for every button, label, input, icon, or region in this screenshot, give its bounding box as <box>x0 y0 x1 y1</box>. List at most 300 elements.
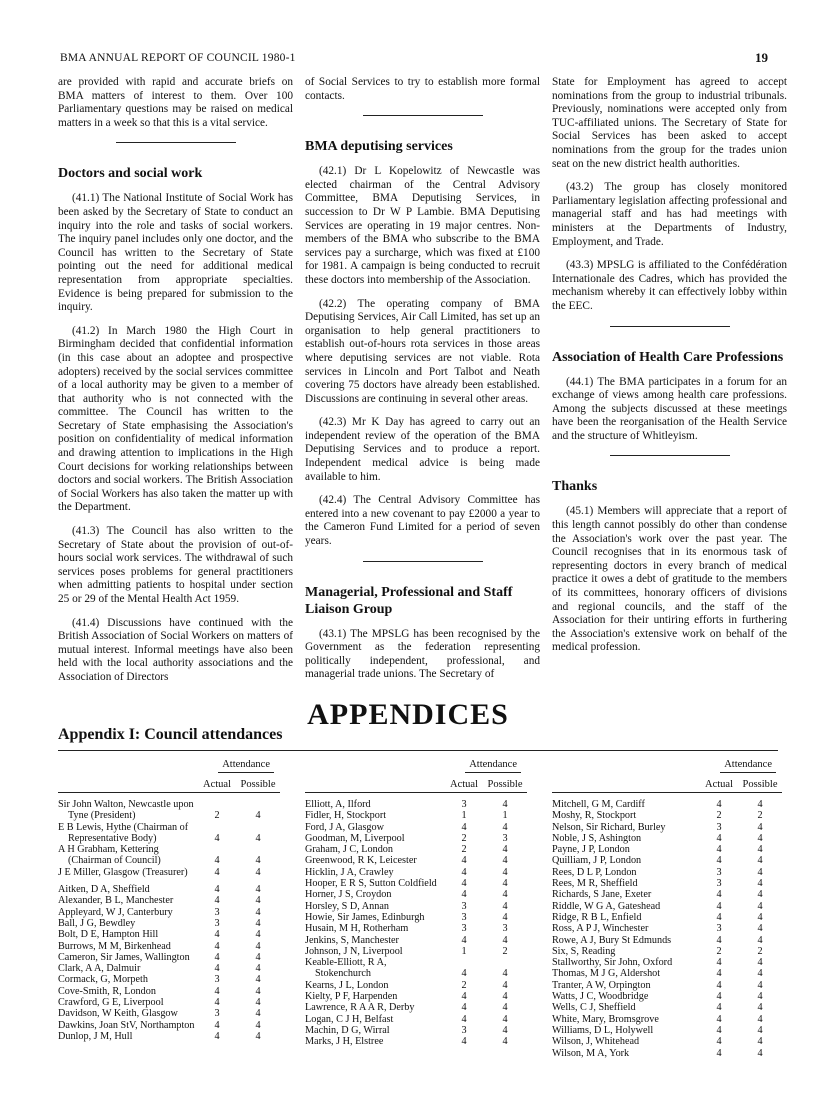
actual-count: 4 <box>716 1013 722 1025</box>
member-name: Goodman, M, Liverpool <box>305 832 405 844</box>
actual-count: 4 <box>214 1030 220 1042</box>
attendance-row <box>58 799 280 822</box>
actual-count: 4 <box>716 900 722 912</box>
attendance-row <box>552 867 782 878</box>
member-name: Clark, A A, Dalmuir <box>58 963 141 975</box>
attendance-row <box>305 822 527 833</box>
possible-count: 4 <box>757 889 763 901</box>
attendance-row <box>552 923 782 934</box>
possible-count: 2 <box>757 810 763 822</box>
attendance-row <box>58 884 280 895</box>
actual-count: 4 <box>716 957 722 969</box>
member-name: Ball, J G, Bewdley <box>58 917 136 929</box>
running-head: BMA ANNUAL REPORT OF COUNCIL 1980-1 <box>60 52 296 64</box>
possible-count: 4 <box>502 1036 508 1048</box>
actual-count: 3 <box>214 906 220 918</box>
actual-count: 4 <box>716 1047 722 1059</box>
possible-count: 4 <box>757 911 763 923</box>
section-heading-doctors-social-work: Doctors and social work <box>58 166 203 182</box>
possible-header: Possible <box>487 779 523 790</box>
attendance-row <box>58 929 280 940</box>
attendance-rows <box>552 799 782 1059</box>
possible-count: 4 <box>502 900 508 912</box>
member-name: Rees, M R, Sheffield <box>552 878 638 890</box>
attendance-column-3 <box>552 758 782 1059</box>
attendance-row <box>552 833 782 844</box>
paragraph-41-1: (41.1) The National Institute of Social Work has been asked by the Secretary of State to conduct an inquiry into the role and tasks of social workers. The inquiry panel includes only one doctor, and the Council has written to the Secretary of State pointing out the need for additional medical representation from appropriate specialties. Evidence is being prepared for submission to the inquiry. <box>58 192 293 314</box>
possible-count: 4 <box>502 889 508 901</box>
attendance-row <box>552 1025 782 1036</box>
attendance-row <box>58 918 280 929</box>
attendance-row <box>305 946 527 957</box>
possible-count: 4 <box>757 855 763 867</box>
member-name: Fidler, H, Stockport <box>305 810 387 822</box>
attendance-column-2 <box>305 758 527 1048</box>
attendance-row <box>58 986 280 997</box>
actual-count: 4 <box>214 997 220 1009</box>
member-name: Ross, A P J, Winchester <box>552 923 649 935</box>
possible-count: 4 <box>757 832 763 844</box>
attendance-row <box>305 901 527 912</box>
possible-count: 4 <box>502 866 508 878</box>
possible-count: 2 <box>502 945 508 957</box>
attendance-row <box>552 799 782 810</box>
actual-count: 4 <box>461 934 467 946</box>
actual-count: 3 <box>461 1024 467 1036</box>
actual-count: 2 <box>214 810 220 822</box>
paragraph-45-1: (45.1) Members will appreciate that a report of this length cannot possibly do other than condense the Association's work over the past year. The Council recognises that in its enormous task of representing doctors in every branch of medical practice it owes a debt of gratitude to the members of its committees, honorary officers of divisions and regional councils, and the staff of the Association for their untiring efforts in furthering the Association's extensive work on behalf of the medical profession. <box>552 505 787 654</box>
section-heading-deputising: BMA deputising services <box>305 139 453 155</box>
actual-count: 4 <box>461 1036 467 1048</box>
member-name: J E Miller, Glasgow (Treasurer) <box>58 866 188 878</box>
actual-count: 4 <box>214 985 220 997</box>
attendance-row <box>305 889 527 900</box>
actual-count: 2 <box>716 945 722 957</box>
member-name: E B Lewis, Hythe (Chairman of Representative Body) <box>58 821 189 844</box>
attendance-row <box>552 855 782 866</box>
actual-count: 4 <box>461 821 467 833</box>
attendance-row <box>552 810 782 821</box>
possible-count: 4 <box>502 878 508 890</box>
member-name: Graham, J C, London <box>305 844 393 856</box>
page-number: 19 <box>755 50 768 65</box>
member-name: Davidson, W Keith, Glasgow <box>58 1008 178 1020</box>
member-name: Tranter, A W, Orpington <box>552 979 651 991</box>
attendance-row <box>305 1002 527 1013</box>
attendance-rows <box>305 799 527 1048</box>
member-name: Logan, C J H, Belfast <box>305 1013 394 1025</box>
attendance-row <box>58 822 280 845</box>
actual-count: 4 <box>214 895 220 907</box>
possible-count: 4 <box>502 821 508 833</box>
attendance-row <box>552 1014 782 1025</box>
actual-count: 3 <box>461 900 467 912</box>
member-name: Quilliam, J P, London <box>552 855 642 867</box>
attendance-row <box>552 991 782 1002</box>
attendance-row <box>552 844 782 855</box>
paragraph-42-3: (42.3) Mr K Day has agreed to carry out an independent review of the operation of the BMA Deputising Services and to produce a report. Independent medical advice is being made available to him. <box>305 416 540 483</box>
actual-count: 4 <box>214 884 220 896</box>
actual-count: 4 <box>716 934 722 946</box>
member-name: Howie, Sir James, Edinburgh <box>305 911 425 923</box>
attendance-row <box>305 799 527 810</box>
member-name: Crawford, G E, Liverpool <box>58 997 164 1009</box>
attendance-row <box>58 844 280 867</box>
actual-count: 3 <box>461 799 467 810</box>
attendance-row <box>305 923 527 934</box>
possible-count: 1 <box>502 810 508 822</box>
possible-count: 4 <box>255 940 261 952</box>
member-name: Bolt, D E, Hampton Hill <box>58 929 159 941</box>
actual-count: 3 <box>214 917 220 929</box>
member-name: White, Mary, Bromsgrove <box>552 1013 659 1025</box>
actual-count: 1 <box>461 945 467 957</box>
member-name: Kearns, J L, London <box>305 979 389 991</box>
actual-count: 4 <box>214 951 220 963</box>
actual-count: 4 <box>214 855 220 867</box>
possible-count: 4 <box>757 799 763 810</box>
actual-count: 4 <box>716 979 722 991</box>
attendance-row <box>552 889 782 900</box>
member-name: Horsley, S D, Annan <box>305 900 389 912</box>
attendance-column-1 <box>58 758 280 1042</box>
text-column-3 <box>552 76 787 665</box>
member-name: Watts, J C, Woodbridge <box>552 991 649 1003</box>
actual-count: 3 <box>214 1008 220 1020</box>
actual-count: 3 <box>716 878 722 890</box>
member-name: Appleyard, W J, Canterbury <box>58 906 173 918</box>
attendance-row <box>305 980 527 991</box>
possible-count: 3 <box>502 832 508 844</box>
member-name: Hooper, E R S, Sutton Coldfield <box>305 878 437 890</box>
attendance-row <box>305 867 527 878</box>
member-name: Payne, J P, London <box>552 844 630 856</box>
member-name: Richards, S Jane, Exeter <box>552 889 652 901</box>
member-name: Dawkins, Joan StV, Northampton <box>58 1019 195 1031</box>
paragraph-43-1: (43.1) The MPSLG has been recognised by the Government as the federation representing politically independent, professional, and managerial trade unions. The Secretary of <box>305 627 540 681</box>
possible-count: 4 <box>757 1036 763 1048</box>
possible-count: 4 <box>757 979 763 991</box>
member-name: Six, S, Reading <box>552 945 616 957</box>
actual-count: 4 <box>716 1036 722 1048</box>
paragraph-continuation: of Social Services to try to establish more formal contacts. <box>305 76 540 102</box>
attendance-row <box>305 957 527 980</box>
actual-count: 3 <box>716 866 722 878</box>
member-name: A H Grabham, Kettering (Chairman of Council) <box>58 844 161 867</box>
attendance-row <box>58 867 280 878</box>
actual-count: 3 <box>461 911 467 923</box>
actual-count: 4 <box>716 832 722 844</box>
possible-count: 4 <box>502 991 508 1003</box>
attendance-row <box>305 855 527 866</box>
actual-count: 4 <box>214 832 220 844</box>
member-name: Johnson, J N, Liverpool <box>305 945 403 957</box>
attendance-subheader <box>552 777 782 793</box>
section-divider <box>116 142 236 143</box>
actual-count: 1 <box>461 810 467 822</box>
possible-count: 4 <box>255 997 261 1009</box>
possible-count: 4 <box>757 968 763 980</box>
attendance-row <box>58 997 280 1008</box>
possible-count: 4 <box>502 855 508 867</box>
possible-count: 4 <box>757 957 763 969</box>
attendance-header: Attendance <box>58 758 280 771</box>
attendance-row <box>58 1020 280 1031</box>
attendance-row <box>552 946 782 957</box>
possible-count: 4 <box>255 906 261 918</box>
paragraph-continuation: State for Employment has agreed to accept nominations from the group to industrial tribunals. Previously, nominations were accepted only from TUC-affiliated unions. The Secretary of State for Social Services has been asked to accept nominations from the group for the trades union seat on the new district health authorities. <box>552 76 787 170</box>
actual-count: 4 <box>461 889 467 901</box>
possible-count: 4 <box>255 884 261 896</box>
possible-count: 4 <box>255 810 261 822</box>
attendance-row <box>58 907 280 918</box>
possible-count: 4 <box>502 968 508 980</box>
attendance-row <box>552 822 782 833</box>
paragraph-43-3: (43.3) MPSLG is affiliated to the Confédération Internationale des Cadres, which has provided the mechanism whereby it can effectively lobby within the EEC. <box>552 259 787 312</box>
actual-count: 4 <box>214 963 220 975</box>
appendices-title: APPENDICES <box>307 698 509 731</box>
actual-count: 4 <box>716 844 722 856</box>
actual-count: 4 <box>461 991 467 1003</box>
actual-count: 2 <box>716 810 722 822</box>
possible-count: 3 <box>502 923 508 935</box>
attendance-row <box>58 963 280 974</box>
actual-count: 4 <box>214 866 220 878</box>
member-name: Riddle, W G A, Gateshead <box>552 900 661 912</box>
attendance-header: Attendance <box>552 758 782 771</box>
possible-count: 4 <box>502 1013 508 1025</box>
member-name: Machin, D G, Wirral <box>305 1024 390 1036</box>
attendance-rows <box>58 799 280 1042</box>
member-name: Cove-Smith, R, London <box>58 985 156 997</box>
possible-count: 4 <box>255 1008 261 1020</box>
member-name: Rowe, A J, Bury St Edmunds <box>552 934 672 946</box>
attendance-row <box>552 980 782 991</box>
possible-count: 4 <box>757 900 763 912</box>
member-name: Jenkins, S, Manchester <box>305 934 399 946</box>
appendix-heading: Appendix I: Council attendances <box>58 726 283 743</box>
attendance-row <box>305 833 527 844</box>
section-heading-health-care: Association of Health Care Professions <box>552 349 784 365</box>
member-name: Ford, J A, Glasgow <box>305 821 384 833</box>
member-name: Wilson, M A, York <box>552 1047 630 1059</box>
attendance-row <box>58 1031 280 1042</box>
member-name: Nelson, Sir Richard, Burley <box>552 821 666 833</box>
paragraph-42-4: (42.4) The Central Advisory Committee has entered into a new covenant to pay £2000 a year to the Cameron Fund Limited for a period of seven years. <box>305 494 540 548</box>
paragraph-42-1: (42.1) Dr L Kopelowitz of Newcastle was elected chairman of the Central Advisory Committee, BMA Deputising Services, in succession to Dr W P Lambie. BMA Deputising Services are operating in 19 major centres. Non-members of the BMA who subscribe to the BMA services pay a surcharge, which was fixed at £100 for 1981. A campaign is being conducted to recruit these doctors into membership of the Association. <box>305 165 540 286</box>
possible-count: 2 <box>757 945 763 957</box>
attendance-row <box>305 1014 527 1025</box>
attendance-row <box>305 810 527 821</box>
attendance-row <box>552 901 782 912</box>
member-name: Husain, M H, Rotherham <box>305 923 409 935</box>
possible-count: 4 <box>255 895 261 907</box>
appendix-divider <box>58 750 778 751</box>
possible-count: 4 <box>502 844 508 856</box>
possible-count: 4 <box>255 974 261 986</box>
actual-header: Actual <box>450 779 478 790</box>
member-name: Thomas, M J G, Aldershot <box>552 968 661 980</box>
actual-count: 4 <box>461 866 467 878</box>
member-name: Noble, J S, Ashington <box>552 832 642 844</box>
actual-count: 4 <box>716 968 722 980</box>
member-name: Alexander, B L, Manchester <box>58 895 174 907</box>
member-name: Burrows, M M, Birkenhead <box>58 940 171 952</box>
attendance-row <box>305 912 527 923</box>
paragraph-intro: are provided with rapid and accurate briefs on BMA matters of interest to them. Over 100 Parliamentary questions may be raised on medical matters in a week so that this is a vital service. <box>58 76 293 129</box>
member-name: Wilson, J, Whitehead <box>552 1036 640 1048</box>
attendance-row <box>58 941 280 952</box>
actual-count: 4 <box>461 968 467 980</box>
attendance-row <box>58 952 280 963</box>
section-divider <box>363 561 483 562</box>
possible-count: 4 <box>255 985 261 997</box>
possible-count: 4 <box>757 923 763 935</box>
attendance-row <box>552 912 782 923</box>
possible-count: 4 <box>502 1024 508 1036</box>
member-name: Elliott, A, Ilford <box>305 799 371 810</box>
possible-count: 4 <box>255 832 261 844</box>
section-divider <box>610 455 730 456</box>
section-heading-thanks: Thanks <box>552 479 598 495</box>
member-name: Dunlop, J M, Hull <box>58 1030 133 1042</box>
text-column-1 <box>58 76 293 695</box>
member-name: Moshy, R, Stockport <box>552 810 637 822</box>
actual-count: 3 <box>214 974 220 986</box>
attendance-row <box>552 1048 782 1059</box>
possible-count: 4 <box>502 911 508 923</box>
attendance-row <box>305 1036 527 1047</box>
actual-count: 4 <box>461 1002 467 1014</box>
possible-count: 4 <box>255 929 261 941</box>
section-divider <box>610 326 730 327</box>
attendance-row <box>58 1008 280 1019</box>
possible-header: Possible <box>240 779 276 790</box>
actual-header: Actual <box>705 779 733 790</box>
member-name: Keable-Elliott, R A, Stokenchurch <box>305 957 387 980</box>
paragraph-41-4: (41.4) Discussions have continued with the British Association of Social Workers on matters of mutual interest. Informal meetings have also been held with the local authority associations and the Association of Directors <box>58 616 293 683</box>
possible-count: 4 <box>255 866 261 878</box>
member-name: Mitchell, G M, Cardiff <box>552 799 645 810</box>
paragraph-42-2: (42.2) The operating company of BMA Deputising Services, Air Call Limited, has set up an organisation to help general practitioners to establish out-of-hours rota services in those areas where deputising services are not viable. Rota services in Lincoln and Port Talbot and Neath covering 75 doctors have already been established. Discussions are continuing in several other areas. <box>305 297 540 405</box>
paragraph-41-3: (41.3) The Council has also written to the Secretary of State about the provision of out-of-hours social work services. The withdrawal of such services poses problems for general practitioners when admitting patients to hospital under section 25 or 29 of the Mental Health Act 1959. <box>58 525 293 605</box>
text-column-2 <box>305 76 540 692</box>
member-name: Stallworthy, Sir John, Oxford <box>552 957 673 969</box>
attendance-row <box>305 878 527 889</box>
actual-count: 4 <box>716 799 722 810</box>
actual-count: 4 <box>461 878 467 890</box>
paragraph-44-1: (44.1) The BMA participates in a forum for an exchange of views among health care professions. Among the subjects discussed at these meetings have been the reorganisation of the Health Service and the structure of Whitleyism. <box>552 375 787 442</box>
member-name: Kielty, P F, Harpenden <box>305 991 398 1003</box>
actual-count: 4 <box>716 889 722 901</box>
attendance-row <box>552 935 782 946</box>
paragraph-41-2: (41.2) In March 1980 the High Court in Birmingham decided that confidential information (in this case about an adoptee and prospective adopters) received by the social services committee of a local authority may be given to a member of that authority who is not connected with the committee. The Council has written to the Secretary of State emphasising the Association's position on confidentiality of medical information and drawing attention to implications in the High Court decisions for working relationships between doctors and social workers. The British Association of Social Workers has also taken the matter up with the Department. <box>58 324 293 514</box>
member-name: Aitken, D A, Sheffield <box>58 884 150 896</box>
possible-header: Possible <box>742 779 778 790</box>
member-name: Ridge, R B L, Enfield <box>552 911 642 923</box>
actual-count: 4 <box>461 855 467 867</box>
actual-header: Actual <box>203 779 231 790</box>
actual-count: 4 <box>214 1019 220 1031</box>
possible-count: 4 <box>255 1030 261 1042</box>
attendance-row <box>552 957 782 968</box>
actual-count: 2 <box>461 979 467 991</box>
attendance-row <box>552 878 782 889</box>
section-heading-managerial: Managerial, Professional and Staff Liaison Group <box>305 584 513 617</box>
attendance-subheader <box>58 777 280 793</box>
actual-count: 3 <box>461 923 467 935</box>
possible-count: 4 <box>757 1002 763 1014</box>
possible-count: 4 <box>757 1013 763 1025</box>
actual-count: 4 <box>716 911 722 923</box>
possible-count: 4 <box>255 951 261 963</box>
attendance-row <box>305 844 527 855</box>
possible-count: 4 <box>757 1047 763 1059</box>
actual-count: 4 <box>716 855 722 867</box>
possible-count: 4 <box>757 821 763 833</box>
possible-count: 4 <box>502 799 508 810</box>
possible-count: 4 <box>502 934 508 946</box>
member-name: Hicklin, J A, Crawley <box>305 866 394 878</box>
member-name: Wells, C J, Sheffield <box>552 1002 636 1014</box>
paragraph-43-2: (43.2) The group has closely monitored Parliamentary legislation affecting professional and managerial staff and has had meetings with ministers at the Departments of Industry, Employment, and Trade. <box>552 181 787 248</box>
actual-count: 4 <box>716 1002 722 1014</box>
section-divider <box>363 115 483 116</box>
actual-count: 4 <box>716 991 722 1003</box>
possible-count: 4 <box>757 991 763 1003</box>
possible-count: 4 <box>757 878 763 890</box>
actual-count: 3 <box>716 821 722 833</box>
member-name: Horner, J S, Croydon <box>305 889 392 901</box>
member-name: Sir John Walton, Newcastle upon Tyne (President) <box>58 799 194 822</box>
attendance-row <box>58 974 280 985</box>
attendance-row <box>58 895 280 906</box>
member-name: Greenwood, R K, Leicester <box>305 855 417 867</box>
possible-count: 4 <box>255 855 261 867</box>
actual-count: 4 <box>716 1024 722 1036</box>
attendance-row <box>552 1002 782 1013</box>
attendance-row <box>305 991 527 1002</box>
member-name: Marks, J H, Elstree <box>305 1036 384 1048</box>
attendance-row <box>552 968 782 979</box>
possible-count: 4 <box>255 917 261 929</box>
attendance-row <box>552 1036 782 1047</box>
possible-count: 4 <box>255 963 261 975</box>
possible-count: 4 <box>502 1002 508 1014</box>
actual-count: 4 <box>461 1013 467 1025</box>
possible-count: 4 <box>255 1019 261 1031</box>
member-name: Williams, D L, Holywell <box>552 1024 654 1036</box>
attendance-subheader <box>305 777 527 793</box>
possible-count: 4 <box>757 844 763 856</box>
attendance-row <box>305 935 527 946</box>
actual-count: 2 <box>461 832 467 844</box>
actual-count: 4 <box>214 929 220 941</box>
actual-count: 2 <box>461 844 467 856</box>
possible-count: 4 <box>757 866 763 878</box>
actual-count: 3 <box>716 923 722 935</box>
member-name: Lawrence, R A A R, Derby <box>305 1002 415 1014</box>
attendance-header: Attendance <box>305 758 527 771</box>
actual-count: 4 <box>214 940 220 952</box>
attendance-row <box>305 1025 527 1036</box>
member-name: Cameron, Sir James, Wallington <box>58 951 190 963</box>
possible-count: 4 <box>757 1024 763 1036</box>
possible-count: 4 <box>757 934 763 946</box>
member-name: Rees, D L P, London <box>552 866 637 878</box>
member-name: Cormack, G, Morpeth <box>58 974 148 986</box>
possible-count: 4 <box>502 979 508 991</box>
